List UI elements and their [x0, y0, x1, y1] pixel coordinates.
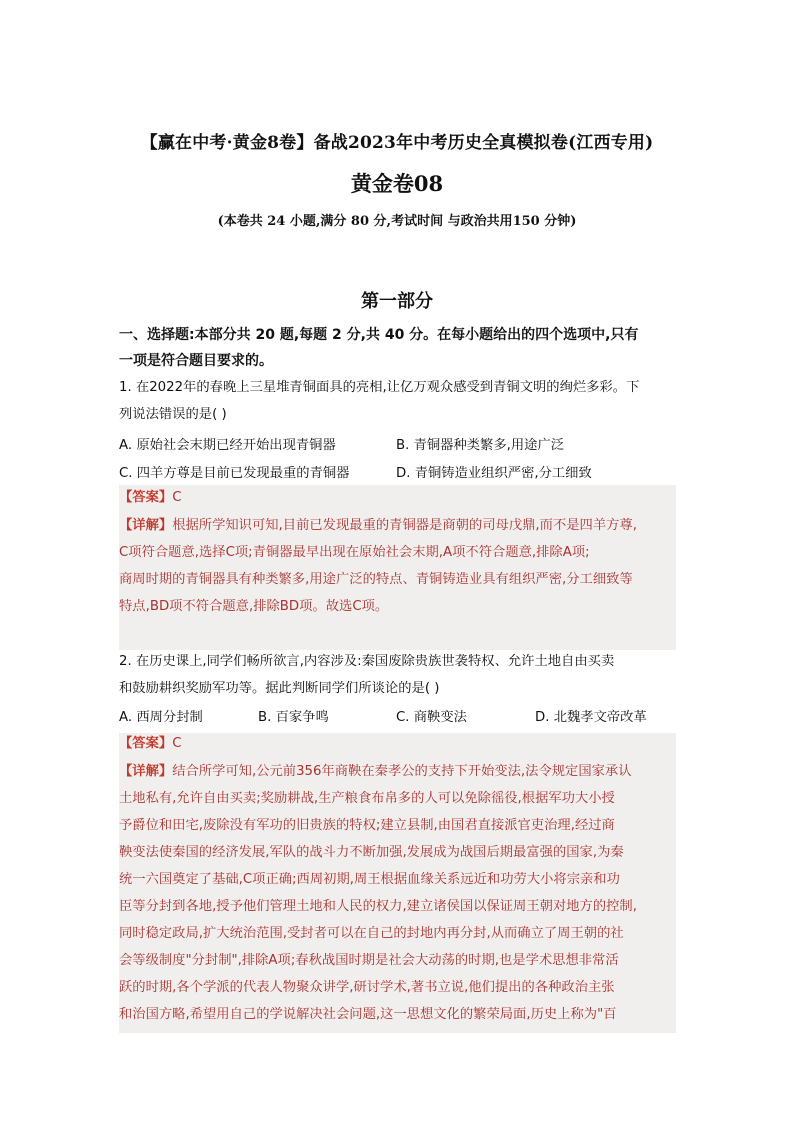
q1-detail-line-2: C项符合题意,选择C项;青铜器最早出现在原始社会末期,A项不符合题意,排除A项;: [119, 545, 590, 560]
q2-answer-value: C: [172, 736, 182, 751]
q2-option-c: C. 商鞅变法: [396, 710, 467, 725]
q1-detail-tag: 【详解】: [119, 518, 173, 533]
q2-stem-line-2: 和鼓励耕织奖励军功等。据此判断同学们所谈论的是( ): [119, 681, 440, 696]
q2-detail-line-5: 统一六国奠定了基础,C项正确;西周初期,周王根据血缘关系远近和功劳大小将宗亲和功: [119, 872, 620, 887]
q2-detail-line-3: 予爵位和田宅,废除没有军功的旧贵族的特权;建立县制,由国君直接派官吏治理,经过商: [119, 818, 615, 833]
q2-answer-tag: 【答案】: [119, 736, 173, 751]
q1-detail-line-4: 特点,BD项不符合题意,排除BD项。故选C项。: [119, 599, 389, 614]
q2-detail-line-2: 土地私有,允许自由买卖;奖励耕战,生产粮食布帛多的人可以免除徭役,根据军功大小授: [119, 791, 615, 806]
q2-detail-line-10: 和治国方略,希望用自己的学说解决社会问题,这一思想文化的繁荣局面,历史上称为"百: [119, 1007, 617, 1022]
exam-note: (本卷共 24 小题,满分 80 分,考试时间 与政治共用150 分钟): [217, 214, 577, 229]
q1-detail-line-3: 商周时期的青铜器具有种类繁多,用途广泛的特点、青铜铸造业具有组织严密,分工细致等: [119, 572, 633, 587]
q2-detail-line-1: [119, 761, 679, 783]
q1-detail-text-1: 根据所学知识可知,目前已发现最重的青铜器是商朝的司母戊鼎,而不是四羊方尊,: [172, 518, 637, 533]
q2-stem-line-1: 2. 在历史课上,同学们畅所欲言,内容涉及:秦国废除贵族世袭特权、允许土地自由买卖: [119, 654, 615, 669]
q2-option-d: D. 北魏孝文帝改革: [535, 710, 647, 725]
q2-detail-line-7: 同时稳定政局,扩大统治范围,受封者可以在自己的封地内再分封,从而确立了周王朝的社: [119, 926, 624, 941]
exam-title: 【赢在中考·黄金8卷】备战2023年中考历史全真模拟卷(江西专用): [140, 133, 654, 153]
exam-subtitle: 黄金卷08: [350, 171, 444, 196]
q2-detail-line-9: 跃的时期,各个学派的代表人物聚众讲学,研讨学术,著书立说,他们提出的各种政治主张: [119, 980, 615, 995]
q2-answer-line: [119, 733, 679, 755]
q1-option-c: C. 四羊方尊是目前已发现最重的青铜器: [119, 466, 350, 481]
q2-detail-line-8: 会等级制度"分封制",排除A项;春秋战国时期是社会大动荡的时期,也是学术思想非常活: [119, 953, 619, 968]
q2-detail-line-4: 鞅变法使秦国的经济发展,军队的战斗力不断加强,发展成为战国后期最富强的国家,为秦: [119, 845, 624, 860]
q1-answer-box: [119, 485, 676, 650]
q1-stem-line-2: 列说法错误的是( ): [119, 407, 227, 422]
q2-detail-tag: 【详解】: [119, 764, 173, 779]
part-title: 第一部分: [361, 291, 433, 312]
q1-option-d: D. 青铜铸造业组织严密,分工细致: [396, 466, 592, 481]
q2-option-a: A. 西周分封制: [119, 710, 203, 725]
q1-option-b: B. 青铜器种类繁多,用途广泛: [396, 438, 565, 453]
q1-stem-line-1: 1. 在2022年的春晚上三星堆青铜面具的亮相,让亿万观众感受到青铜文明的绚烂多彩。下: [119, 380, 640, 395]
q2-option-b: B. 百家争鸣: [258, 710, 329, 725]
section-instruction-line-2: 一项是符合题目要求的。: [119, 353, 273, 369]
q1-detail-line-1: [119, 515, 679, 537]
q1-answer-tag: 【答案】: [119, 490, 173, 505]
q1-answer-line: [119, 487, 679, 509]
q1-option-a: A. 原始社会末期已经开始出现青铜器: [119, 438, 336, 453]
q2-detail-text-1: 结合所学可知,公元前356年商鞅在秦孝公的支持下开始变法,法令规定国家承认: [172, 764, 632, 779]
q1-answer-value: C: [172, 490, 182, 505]
section-instruction-line-1: 一、选择题:本部分共 20 题,每题 2 分,共 40 分。在每小题给出的四个选项中,只有: [119, 327, 639, 343]
q2-detail-line-6: 臣等分封到各地,授予他们管理土地和人民的权力,建立诸侯国以保证周王朝对地方的控制,: [119, 899, 637, 914]
